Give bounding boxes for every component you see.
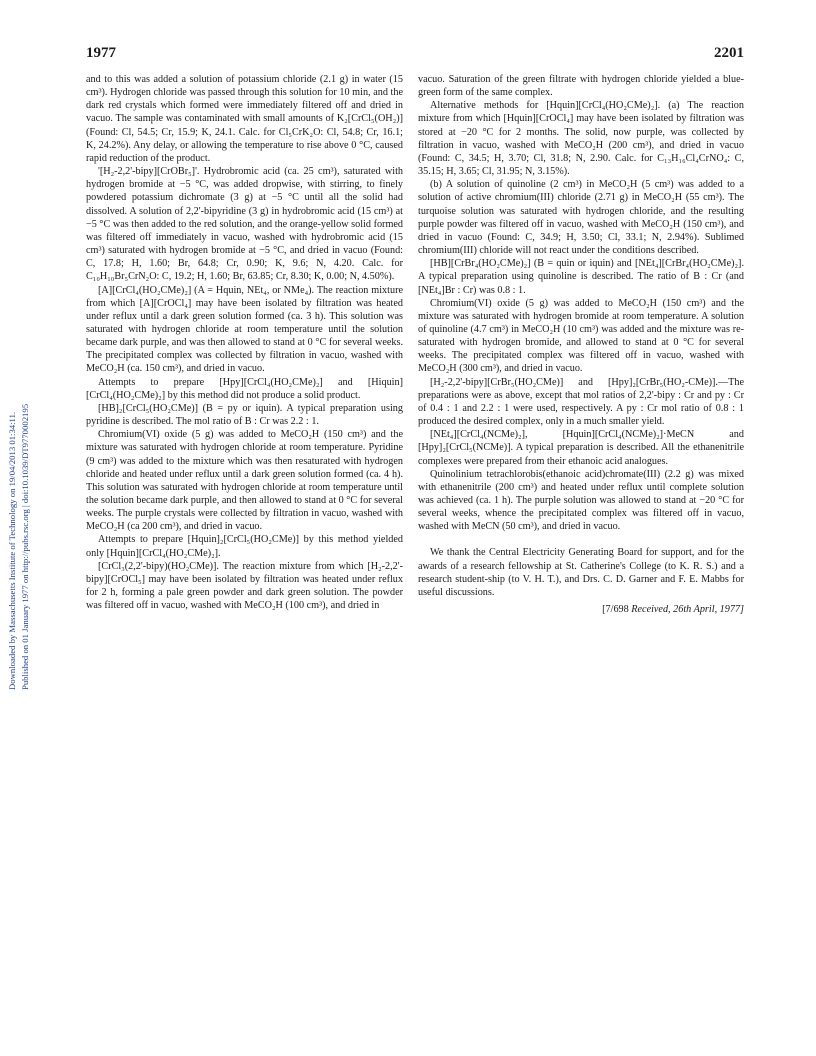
download-watermark <box>6 250 34 690</box>
paragraph: Attempts to prepare [Hpy][CrCl₄(HO₂CMe)₂] and [Hiquin][CrCl₄(HO₂CMe)₂] by this method did not produce a solid product. <box>86 376 403 401</box>
paragraph: Alternative methods for [Hquin][CrCl₄(HO₂CMe)₂]. (a) The reaction mixture from which [Hquin][CrOCl₄] may have been isolated by filtration was stored at −20 °C for 2 months. The solid, now purple, was collected by filtration in vacuo, washed with MeCO₂H (200 cm³), and dried in vacuo (Found: C, 34.5; H, 3.70; Cl, 31.8; N, 2.90. Calc. for C₁₃H₁₆Cl₄CrNO₄: C, 35.15; H, 3.65; Cl, 31.95; N, 3.15%). <box>418 100 744 178</box>
paragraph: '[H₂-2,2'-bipy][CrOBr₅]'. Hydrobromic acid (ca. 25 cm³), saturated with hydrogen bromide at −5 °C, was added dropwise, with stirring, to finely powdered potassium dichromate (3 g) at −5 °C until all the solid had dissolved. A solution of 2,2'-bipyridine (3 g) in hydrobromic acid (15 cm³) at −5 °C was then added to the red solution, and the orange-yellow solid formed was filtered off immediately in vacuo, washed with hydrobromic acid (15 cm³) saturated with hydrogen bromide at −5 °C, and dried in vacuo (Found: C, 17.8; H, 1.60; Br, 64.8; Cr, 0.90; K, 9.6; N, 4.20. Calc. for C₁₀H₁₀Br₅CrN₂O: C, 19.2; H, 1.60; Br, 63.85; Cr, 8.30; K, 0.00; N, 4.50%). <box>86 166 403 283</box>
paragraph: [A][CrCl₄(HO₂CMe)₂] (A = Hquin, NEt₄, or NMe₄). The reaction mixture from which [A][CrOCl₄] may have been isolated by filtration was heated under reflux until a dark green solution formed (ca. 3 h). This solution was saturated with hydrogen chloride at room temperature until the solution became dark purple, and was then allowed to stand at 0 °C for several weeks. The precipitated complex was collected by filtration in vacuo, washed with MeCO₂H (ca. 150 cm³), and dried in vacuo. <box>86 284 403 375</box>
manuscript-ref: [7/698 <box>602 604 629 616</box>
paragraph: Chromium(VI) oxide (5 g) was added to MeCO₂H (150 cm³) and the mixture was saturated with hydrogen bromide at room temperature. A solution of quinoline (4.7 cm³) in MeCO₂H (10 cm³) was added and the mixture was re-saturated with hydrogen bromide, and allowed to stand at 0 °C for several weeks. The precipitated complex was filtered off in vacuo, washed with MeCO₂H (300 cm³), and dried in vacuo. <box>418 297 744 375</box>
page-number: 2201 <box>714 45 744 61</box>
received-text: Received, 26th April, 1977] <box>631 604 744 616</box>
received-date <box>418 603 744 616</box>
journal-year: 1977 <box>86 45 116 61</box>
paragraph: Chromium(VI) oxide (5 g) was added to MeCO₂H (150 cm³) and the mixture was saturated with hydrogen chloride at room temperature. Pyridine (9 cm³) was added to the mixture which was then resaturated with hydrogen chloride and heated under reflux until a dark green solution formed (ca. 4 h). This solution was saturated with hydrogen chloride at room temperature until the solution became dark purple, and then allowed to stand at 0 °C for several weeks. The purple crystals were collected by filtration in vacuo, washed with MeCO₂H (ca 200 cm³), and dried in vacuo. <box>86 429 403 533</box>
right-column <box>418 73 744 616</box>
left-column <box>86 73 403 612</box>
acknowledgement: We thank the Central Electricity Generating Board for support, and for the awards of a research fellowship at St. Catherine's College (to K. R. S.) and a research student-ship (to V. H. T.), and Drs. C. D. Garner and F. E. Mabbs for useful discussions. <box>418 547 744 598</box>
paragraph: [NEt₄][CrCl₄(NCMe)₂], [Hquin][CrCl₄(NCMe)₂]·MeCN and [Hpy]₂[CrCl₅(NCMe)]. A typical preparation is described. All the ethanenitrile complexes were prepared from their ethanoic acid analogues. <box>418 429 744 467</box>
paragraph: Attempts to prepare [Hquin]₂[CrCl₅(HO₂CMe)] by this method yielded only [Hquin][CrCl₄(HO₂CMe)₂]. <box>86 534 403 559</box>
paragraph: [CrCl₃(2,2'-bipy)(HO₂CMe)]. The reaction mixture from which [H₂-2,2'-bipy][CrOCl₅] may have been isolated by filtration was heated under reflux for 2 h, forming a pale green powder and dark green solution. The powder was filtered off in vacuo, washed with MeCO₂H (100 cm³), and dried in <box>86 560 403 612</box>
paragraph: [HB][CrBr₄(HO₂CMe)₂] (B = quin or iquin) and [NEt₄][CrBr₄(HO₂CMe)₂]. A typical preparation using quinoline is described. The ratio of B : Cr (and [NEt₄]Br : Cr) was 0.8 : 1. <box>418 258 744 296</box>
page-header <box>86 45 744 67</box>
paragraph: [H₂-2,2'-bipy][CrBr₅(HO₂CMe)] and [Hpy]₂[CrBr₅(HO₂-CMe)].—The preparations were as above, except that mol ratios of 2,2'-bipy : Cr and py : Cr of 0.4 : 1 and 2.2 : 1 were used, respectively. A py : Cr mol ratio of 0.8 : 1 produced the desired complex, only in a much smaller yield. <box>418 376 744 428</box>
paragraph: vacuo. Saturation of the green filtrate with hydrogen chloride yielded a blue-green form of the same complex. <box>418 74 744 99</box>
paragraph: (b) A solution of quinoline (2 cm³) in MeCO₂H (5 cm³) was added to a solution of active chromium(III) chloride (2.71 g) in MeCO₂H (55 cm³). The turquoise solution was saturated with hydrogen chloride, and the resulting purple powder was filtered off in vacuo, washed with MeCO₂H (150 cm³), and dried in vacuo (Found: C, 34.9; H, 3.50; Cl, 33.1; N, 2.94%). Sublimed chromium(III) chloride will not react under the conditions described. <box>418 179 744 257</box>
download-notice: Downloaded by Massachusetts Institute of Technology on 19/04/2013 01:34:11. <box>7 411 17 690</box>
paragraph: and to this was added a solution of potassium chloride (2.1 g) in water (15 cm³). Hydrogen chloride was passed through this solution for 10 min, and the dark red crystals which formed were immediately filtered off and dried in vacuo. The sample was contaminated with small amounts of K₂[CrCl₅(OH₂)] (Found: Cl, 54.5; Cr, 15.9; K, 24.1. Calc. for Cl₅CrK₂O: Cl, 54.8; Cr, 16.1; K, 24.2%). Any delay, or allowing the temperature to rise above 0 °C, caused rapid reduction of the product. <box>86 74 403 164</box>
publication-notice: Published on 01 January 1977 on http://pubs.rsc.org | doi:10.1039/DT9770002195 <box>20 403 30 690</box>
paragraph: [HB]₂[CrCl₅(HO₂CMe)] (B = py or iquin). A typical preparation using pyridine is described. The mol ratio of B : Cr was 2.2 : 1. <box>86 402 403 428</box>
paragraph: Quinolinium tetrachlorobis(ethanoic acid)chromate(III) (2.2 g) was mixed with ethanenitrile (200 cm³) and heated under reflux until complete solution was achieved (ca. 1 h). The purple solution was allowed to stand at −20 °C for several weeks, whence the precipitated complex was filtered off in vacuo, washed with MeCN (50 cm³), and dried in vacuo. <box>418 468 744 533</box>
